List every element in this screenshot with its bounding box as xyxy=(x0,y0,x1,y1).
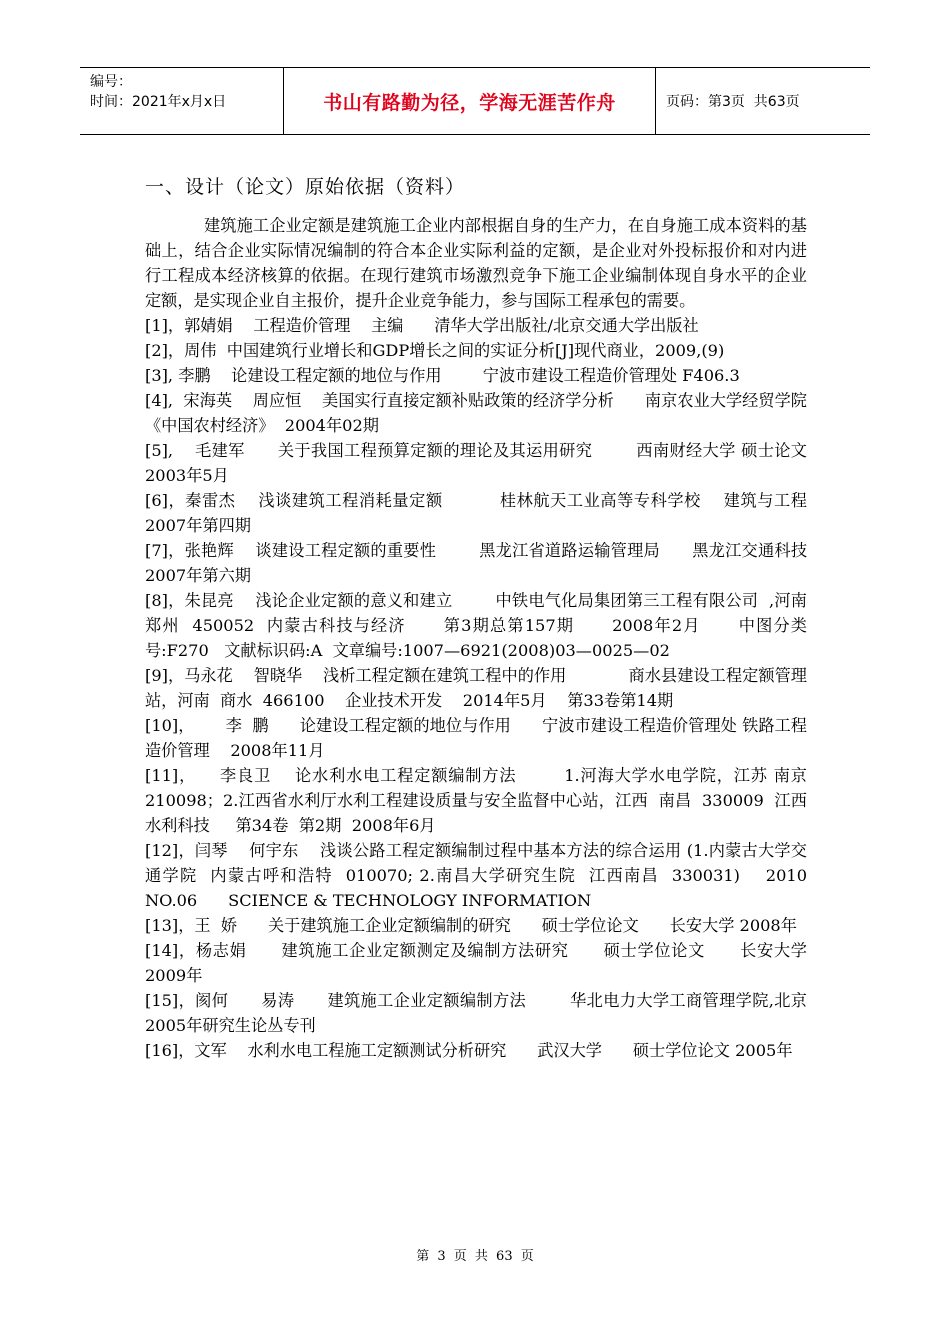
reference-item: [8]，朱昆亮 浅论企业定额的意义和建立 中铁电气化局集团第三工程有限公司 ,河南郑州 450052 内蒙古科技与经济 第3期总第157期 2008年2月 中图分类号:F270 文献标识码:A 文章编号:1007—6921(2008)03—0025—02 xyxy=(145,591,807,660)
header-table xyxy=(80,67,870,135)
reference-item: [14]，杨志娟 建筑施工企业定额测定及编制方法研究 硕士学位论文 长安大学 2009年 xyxy=(145,941,818,985)
reference-item: [12]，闫琴 何宇东 浅谈公路工程定额编制过程中基本方法的综合运用 (1.内蒙古大学交通学院 内蒙古呼和浩特 010070; 2.南昌大学研究生院 江西南昌 330031) 2010 NO.06 SCIENCE & TECHNOLOGY INFORMATION xyxy=(145,841,813,910)
reference-item: [5], 毛建军 关于我国工程预算定额的理论及其运用研究 西南财经大学 硕士论文 2003年5月 xyxy=(145,441,818,485)
page-label: 页码：第3页 共63页 xyxy=(666,94,800,110)
motto: 书山有路勤为径，学海无涯苦作舟 xyxy=(323,91,616,114)
reference-item: [9]，马永花 智晓华 浅析工程定额在建筑工程中的作用 商水县建设工程定额管理站，河南 商水 466100 企业技术开发 2014年5月 第33卷第14期 xyxy=(145,666,807,710)
intro-paragraph: 建筑施工企业定额是建筑施工企业内部根据自身的生产力，在自身施工成本资料的基础上，结合企业实际情况编制的符合本企业实际利益的定额，是企业对外投标报价和对内进行工程成本经济核算的依据。在现行建筑市场激烈竞争下施工企业编制体现自身水平的企业定额，是实现企业自主报价，提升企业竞争能力，参与国际工程承包的需要。 xyxy=(145,216,807,310)
reference-item: [3], 李鹏 论建设工程定额的地位与作用 宁波市建设工程造价管理处 F406.3 xyxy=(145,366,740,385)
section-title: 一、设计（论文）原始依据（资料） xyxy=(145,176,466,198)
reference-item: [1]，郭婧娟 工程造价管理 主编 清华大学出版社/北京交通大学出版社 xyxy=(145,316,699,335)
number-label: 编号： xyxy=(90,74,132,90)
date-label: 时间：2021年x月x日 xyxy=(90,94,227,110)
reference-item: [2]，周伟 中国建筑行业增长和GDP增长之间的实证分析[J]现代商业，2009,(9) xyxy=(145,341,725,360)
reference-item: [13]，王 娇 关于建筑施工企业定额编制的研究 硕士学位论文 长安大学 2008年 xyxy=(145,916,797,935)
reference-item: [16]，文军 水利水电工程施工定额测试分析研究 武汉大学 硕士学位论文 2005年 xyxy=(145,1041,793,1060)
header-meta xyxy=(80,68,283,134)
reference-item: [4], 宋海英 周应恒 美国实行直接定额补贴政策的经济学分析 南京农业大学经贸学院 《中国农村经济》 2004年02期 xyxy=(145,391,844,435)
reference-item: [10]， 李 鹏 论建设工程定额的地位与作用 宁波市建设工程造价管理处 铁路工程造价管理 2008年11月 xyxy=(145,716,807,760)
document-body xyxy=(145,213,844,1063)
header-page-cell xyxy=(656,68,870,134)
page-footer: 第 3 页 共 63 页 xyxy=(416,1249,534,1264)
reference-item: [15]，阂何 易涛 建筑施工企业定额编制方法 华北电力大学工商管理学院,北京 2005年研究生论丛专刊 xyxy=(145,991,828,1035)
reference-item: [7]，张艳辉 谈建设工程定额的重要性 黑龙江省道路运输管理局 黑龙江交通科技 2007年第六期 xyxy=(145,541,818,585)
header-motto-cell xyxy=(283,68,656,134)
reference-item: [11]， 李良卫 论水利水电工程定额编制方法 1.河海大学水电学院，江苏 南京 210098；2.江西省水利厅水利工程建设质量与安全监督中心站，江西 南昌 330009 江西水利科技 第34卷 第2期 2008年6月 xyxy=(145,766,818,835)
reference-item: [6]，秦雷杰 浅谈建筑工程消耗量定额 桂林航天工业高等专科学校 建筑与工程 2007年第四期 xyxy=(145,491,838,535)
